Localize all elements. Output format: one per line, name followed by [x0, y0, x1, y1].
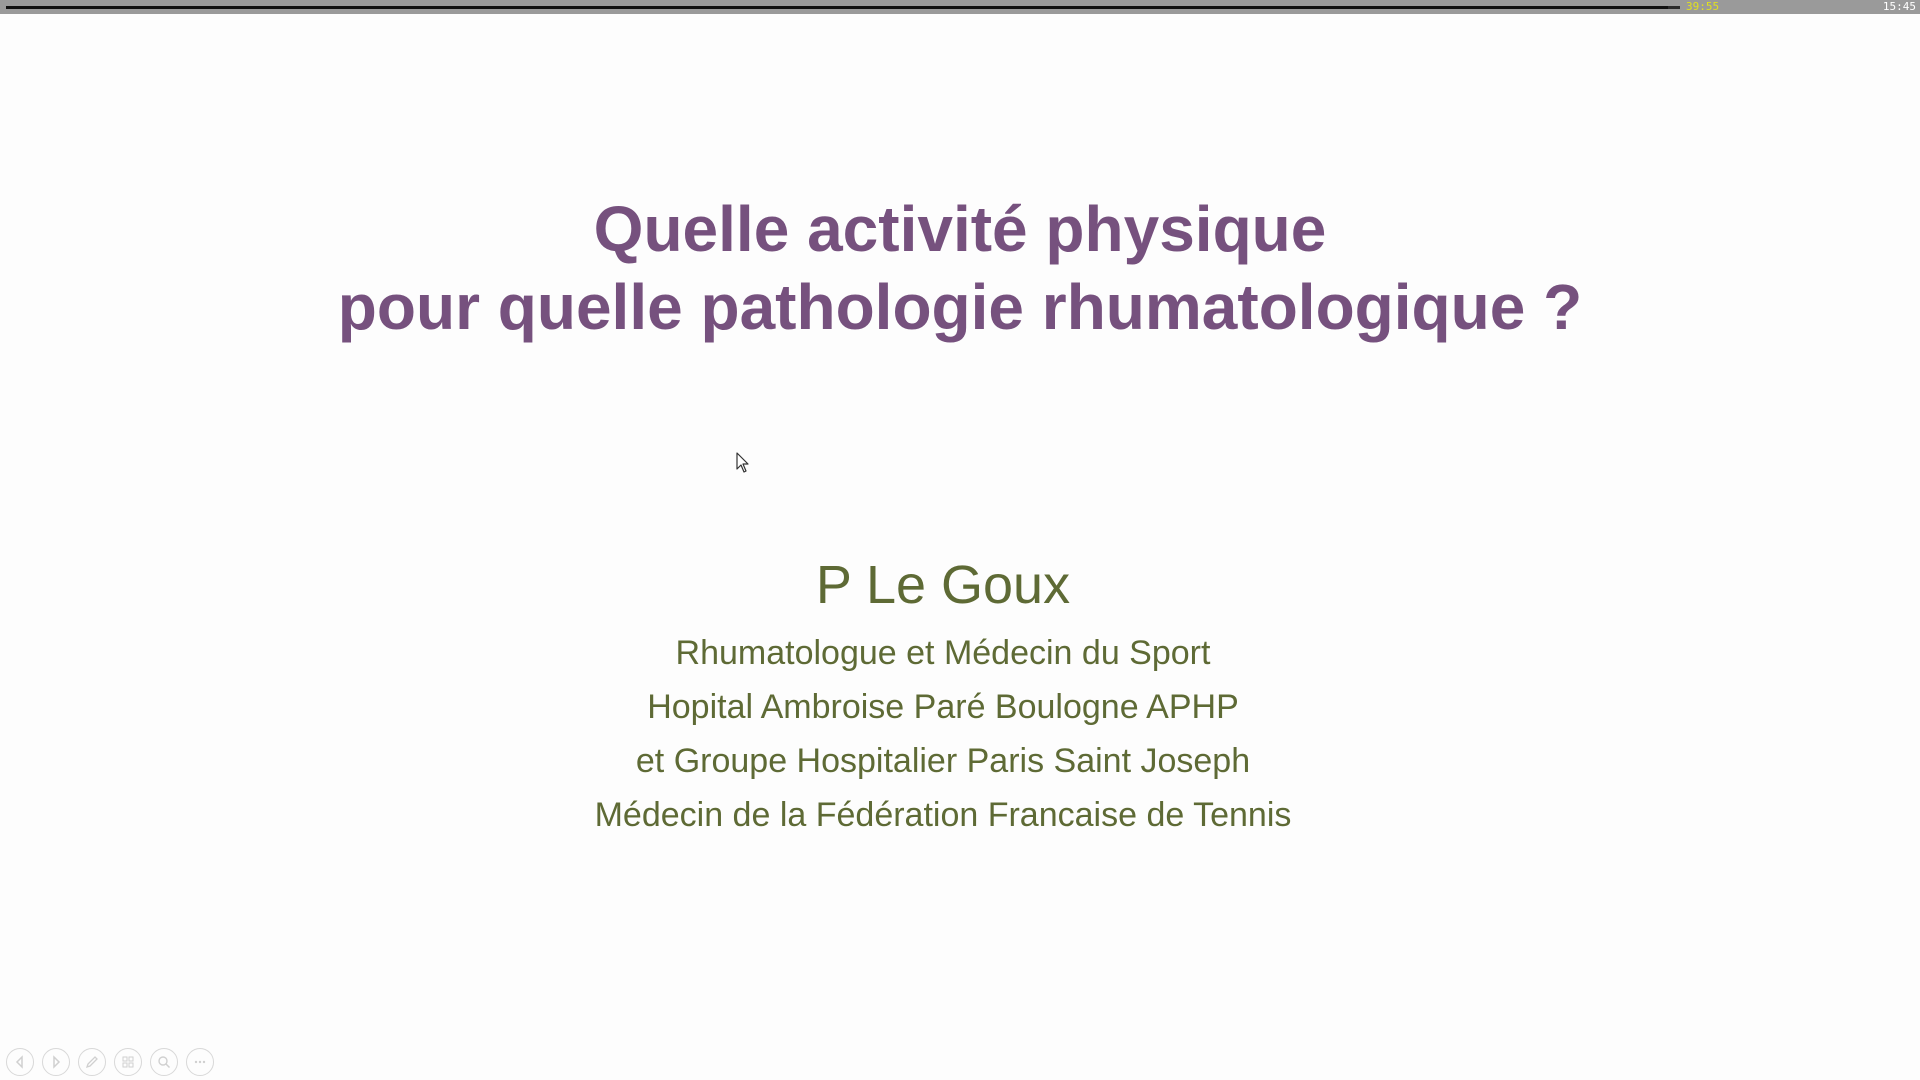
more-icon [192, 1054, 208, 1070]
affiliation-line: Hopital Ambroise Paré Boulogne APHP [647, 688, 1239, 726]
slide-title-line-1: Quelle activité physique [593, 193, 1327, 265]
slide-title-line-2: pour quelle pathologie rhumatologique ? [337, 271, 1583, 343]
slide-title [0, 190, 1920, 346]
clock: 15:45 [1882, 0, 1916, 13]
next-slide-button[interactable] [42, 1048, 70, 1076]
presenter-toolbar [6, 1048, 214, 1076]
affiliation-line: et Groupe Hospitalier Paris Saint Joseph [635, 742, 1251, 780]
affiliation-line: Rhumatologue et Médecin du Sport [675, 634, 1211, 672]
previous-icon [12, 1054, 28, 1070]
progress-bar [0, 0, 1920, 14]
progress-track[interactable] [6, 6, 1680, 9]
affiliation-line: Médecin de la Fédération Francaise de Tennis [594, 796, 1292, 834]
pen-button[interactable] [78, 1048, 106, 1076]
mouse-cursor-icon [736, 452, 750, 474]
elapsed-time: 39:55 [1686, 0, 1720, 13]
next-icon [48, 1054, 64, 1070]
progress-fill [6, 6, 1668, 9]
affiliations [0, 626, 1886, 842]
zoom-button[interactable] [150, 1048, 178, 1076]
previous-slide-button[interactable] [6, 1048, 34, 1076]
more-options-button[interactable] [186, 1048, 214, 1076]
pen-icon [84, 1054, 100, 1070]
see-all-slides-button[interactable] [114, 1048, 142, 1076]
zoom-icon [156, 1054, 172, 1070]
slides-icon [120, 1054, 136, 1070]
author-name: P Le Goux [815, 555, 1071, 615]
